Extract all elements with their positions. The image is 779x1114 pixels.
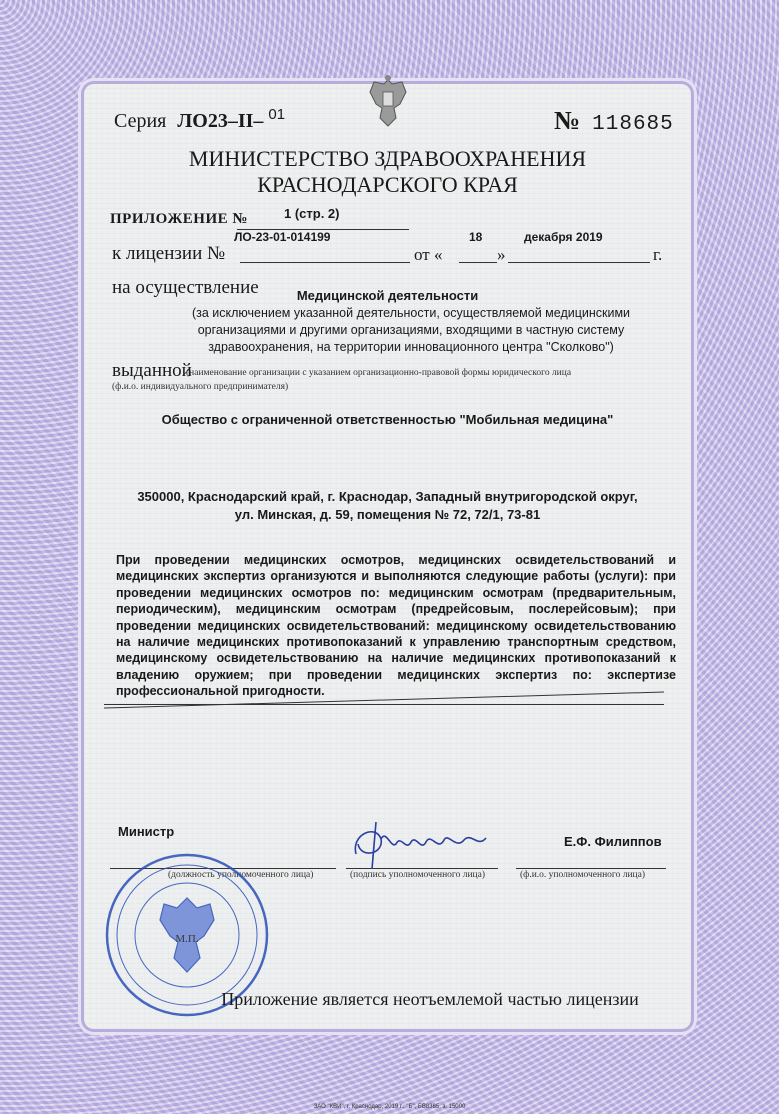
license-label: к лицензии № bbox=[112, 243, 226, 264]
signatory-position: Министр bbox=[118, 824, 175, 839]
number-sign: № bbox=[554, 106, 581, 135]
appendix-value: 1 (стр. 2) bbox=[284, 206, 340, 221]
activity-label: на осуществление bbox=[112, 277, 259, 298]
stamp-mark: М.П. bbox=[175, 933, 199, 945]
series-code: ЛО23–II– bbox=[177, 110, 264, 132]
license-day-underline bbox=[459, 262, 497, 263]
name-caption: (ф.и.о. уполномоченного лица) bbox=[520, 870, 646, 880]
license-year-suffix: г. bbox=[653, 245, 663, 264]
handwritten-signature-icon bbox=[346, 814, 506, 874]
footer-note: Приложение является неотъемлемой частью лицензии bbox=[221, 989, 639, 1009]
license-number-value: ЛО-23-01-014199 bbox=[234, 230, 331, 244]
license-number: 118685 bbox=[592, 113, 674, 136]
activity-title: Медицинской деятельности bbox=[296, 288, 479, 303]
closing-diagonal-stroke bbox=[104, 690, 664, 710]
ministry-title bbox=[84, 146, 691, 198]
ministry-line-2: КРАСНОДАРСКОГО КРАЯ bbox=[257, 172, 518, 197]
position-caption: (должность уполномоченного лица) bbox=[168, 870, 314, 880]
license-month-year: декабря 2019 bbox=[524, 230, 603, 244]
activity-exception: (за исключением указанной деятельности, осуществляемой медицинскими организациями и другими организациями, входящими в частную систему здравоохранения, на территории инновационного центра "Сколково") bbox=[191, 306, 631, 354]
issued-hint-1: (наименование организации с указанием организационно-правовой формы юридического лица bbox=[186, 368, 572, 378]
license-quote-close: » bbox=[497, 245, 506, 264]
appendix-label: ПРИЛОЖЕНИЕ № bbox=[110, 211, 248, 227]
license-month-underline bbox=[508, 262, 650, 263]
organization-name: Общество с ограниченной ответственностью "Мобильная медицина" bbox=[161, 412, 614, 427]
series-suffix: 01 bbox=[268, 106, 286, 123]
ministry-line-1: МИНИСТЕРСТВО ЗДРАВООХРАНЕНИЯ bbox=[188, 146, 587, 171]
document-body bbox=[84, 84, 691, 1029]
license-from-label: от « bbox=[414, 245, 443, 264]
signature-caption: (подпись уполномоченного лица) bbox=[350, 870, 486, 880]
issued-hint-2: (ф.и.о. индивидуального предпринимателя) bbox=[112, 382, 289, 392]
issued-label: выданной bbox=[112, 360, 192, 381]
address-line-2: ул. Минская, д. 59, помещения № 72, 72/1, 73-81 bbox=[234, 507, 541, 522]
printer-note: ЗАО "КВИ", г. Краснодар, 2019 г., "Б", БВ8385, з. 15000 bbox=[313, 1104, 466, 1110]
coat-of-arms-emblem bbox=[364, 74, 412, 134]
number-row bbox=[554, 106, 674, 136]
services-description: При проведении медицинских осмотров, медицинских освидетельствований и медицинских экспертиз организуются и выполняются следующие работы (услуги): при проведении медицинских осмотров по: медицинским осмотрам (предварительным, периодическим), медицинским осмотрам (предрейсовым, послерейсовым); при проведении медицинских освидетельствований: медицинскому освидетельствованию на наличие медицинских противопоказаний к управлению транспортным средством, медицинскому освидетельствованию на наличие медицинских противопоказаний к владению оружием; при проведении медицинских экспертиз по: экспертизе профессиональной пригодности. bbox=[116, 553, 676, 699]
series-label: Серия bbox=[114, 110, 167, 132]
name-underline bbox=[516, 868, 666, 869]
organization-address bbox=[84, 488, 691, 524]
signatory-name: Е.Ф. Филиппов bbox=[564, 834, 662, 849]
series-row bbox=[114, 106, 286, 133]
license-number-underline bbox=[240, 262, 410, 263]
license-day: 18 bbox=[469, 230, 483, 244]
address-line-1: 350000, Краснодарский край, г. Краснодар, Западный внутригородской округ, bbox=[137, 489, 638, 504]
